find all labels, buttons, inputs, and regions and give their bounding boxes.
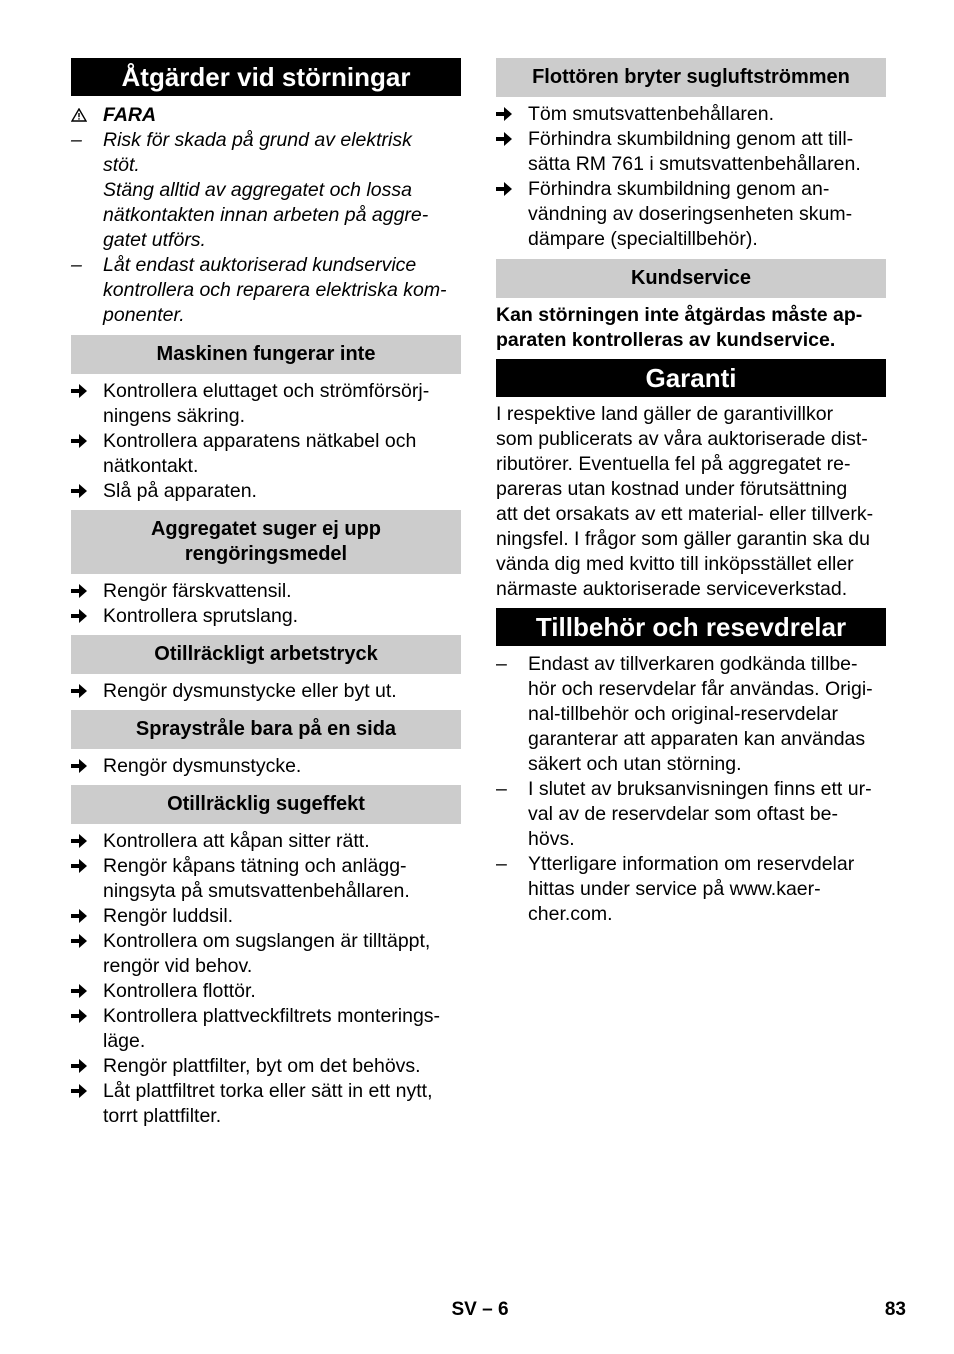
arrow-right-icon: [71, 979, 93, 1004]
list-item: Kontrollera plattveckfiltrets monterings- läge.: [71, 1004, 461, 1054]
footer-section-label: SV – 6: [451, 1299, 509, 1320]
action-list: [496, 102, 886, 252]
action-list: [71, 754, 461, 779]
section-machine-not-working: [71, 335, 461, 504]
list-item: Kontrollera att kåpan sitter rätt.: [71, 829, 461, 854]
action-list: [71, 579, 461, 629]
action-list: [71, 379, 461, 504]
action-list: [71, 679, 461, 704]
arrow-right-icon: [71, 929, 93, 954]
dash-marker: –: [496, 778, 507, 800]
list-item: Kontrollera flottör.: [71, 979, 461, 1004]
page-number: 83: [884, 1299, 906, 1320]
warning-list: [71, 128, 461, 328]
dash-marker: –: [71, 129, 82, 151]
arrow-right-icon: [496, 127, 518, 152]
arrow-right-icon: [71, 1054, 93, 1079]
section-heading: Maskinen fungerar inte: [71, 335, 461, 374]
list-item: Låt plattfiltret torka eller sätt in ett nytt, torrt plattfilter.: [71, 1079, 461, 1129]
warranty-text: I respektive land gäller de garantivillkor som publicerats av våra auktoriserade dist- ributörer. Eventuella fel på aggregatet re- pareras utan kostnad under förutsättning att det orsakats av ett material- eller tillverk- ningsfel. I frågor som gäller garantin ska du vända dig med kvitto till inköpsstället eller närmaste auktoriserade serviceverkstad.: [496, 403, 874, 600]
arrow-right-icon: [71, 1079, 93, 1104]
left-column: [71, 58, 461, 1129]
dash-marker: –: [496, 853, 507, 875]
arrow-right-icon: [71, 854, 93, 879]
arrow-right-icon: [496, 177, 518, 202]
warning-triangle-icon: [71, 103, 93, 128]
section-heading: Otillräcklig sugeffekt: [71, 785, 461, 824]
warning-label-row: [71, 103, 461, 128]
service-text: Kan störningen inte åtgärdas måste ap- paraten kontrolleras av kundservice.: [496, 304, 863, 351]
section-title-accessories: Tillbehör och resevdrelar: [496, 608, 886, 646]
section-warranty: [496, 359, 886, 602]
arrow-right-icon: [71, 829, 93, 854]
list-item: Kontrollera eluttaget och strömförsörj- ningens säkring.: [71, 379, 461, 429]
section-customer-service: [496, 259, 886, 353]
dash-marker: –: [71, 254, 82, 276]
arrow-right-icon: [71, 379, 93, 404]
accessories-list: [496, 652, 886, 927]
arrow-right-icon: [71, 1004, 93, 1029]
list-item: Förhindra skumbildning genom att till- sätta RM 761 i smutsvattenbehållaren.: [496, 127, 886, 177]
section-heading: Kundservice: [496, 259, 886, 298]
warning-label: FARA: [103, 104, 157, 126]
section-low-pressure: [71, 635, 461, 704]
section-spray-one-side: [71, 710, 461, 779]
list-item: Kontrollera om sugslangen är tilltäppt, rengör vid behov.: [71, 929, 461, 979]
list-item: Rengör plattfilter, byt om det behövs.: [71, 1054, 461, 1079]
list-item: – I slutet av bruksanvisningen finns ett ur- val av de reservdelar som oftast be- hövs.: [496, 778, 872, 850]
list-item: – Endast av tillverkaren godkända tillbe- hör och reservdelar får användas. Origi- nal-tillbehör och original-reservdelar garanterar att apparaten kan användas säkert och utan störning.: [496, 653, 873, 775]
arrow-right-icon: [71, 679, 93, 704]
action-list: [71, 829, 461, 1129]
section-heading: Otillräckligt arbetstryck: [71, 635, 461, 674]
arrow-right-icon: [496, 102, 518, 127]
arrow-right-icon: [71, 429, 93, 454]
section-low-suction: [71, 785, 461, 1129]
list-item: Rengör dysmunstycke eller byt ut.: [71, 679, 461, 704]
arrow-right-icon: [71, 754, 93, 779]
section-no-suction-detergent: [71, 510, 461, 629]
list-item: Rengör kåpans tätning och anlägg- ningsyta på smutsvattenbehållaren.: [71, 854, 461, 904]
arrow-right-icon: [71, 904, 93, 929]
section-title-warranty: Garanti: [496, 359, 886, 397]
list-item: – Ytterligare information om reservdelar hittas under service på www.kaer- cher.com.: [496, 853, 855, 925]
arrow-right-icon: [71, 479, 93, 504]
list-item: Rengör dysmunstycke.: [71, 754, 461, 779]
right-column: [496, 58, 886, 927]
list-item: Rengör färskvattensil.: [71, 579, 461, 604]
warning-item: – Låt endast auktoriserad kundservice kontrollera och reparera elektriska kom- ponenter.: [71, 254, 447, 326]
arrow-right-icon: [71, 604, 93, 629]
section-accessories: [496, 608, 886, 927]
section-heading: Aggregatet suger ej upp rengöringsmedel: [71, 510, 461, 574]
section-title-troubleshooting: Åtgärder vid störningar: [71, 58, 461, 96]
section-float-cuts-suction: [496, 58, 886, 252]
dash-marker: –: [496, 653, 507, 675]
arrow-right-icon: [71, 579, 93, 604]
list-item: Kontrollera apparatens nätkabel och nätkontakt.: [71, 429, 461, 479]
section-heading: Spraystråle bara på en sida: [71, 710, 461, 749]
section-heading: Flottören bryter sugluftströmmen: [496, 58, 886, 97]
list-item: Rengör luddsil.: [71, 904, 461, 929]
list-item: Förhindra skumbildning genom an- vändning av doseringsenheten skum- dämpare (specialtillbehör).: [496, 177, 886, 252]
warning-item: – Risk för skada på grund av elektrisk stöt. Stäng alltid av aggregatet och lossa nätkontakten innan arbeten på aggre- gatet utförs.: [71, 129, 429, 251]
list-item: Kontrollera sprutslang.: [71, 604, 461, 629]
list-item: Slå på apparaten.: [71, 479, 461, 504]
warning-block: [71, 103, 461, 328]
list-item: Töm smutsvattenbehållaren.: [496, 102, 886, 127]
